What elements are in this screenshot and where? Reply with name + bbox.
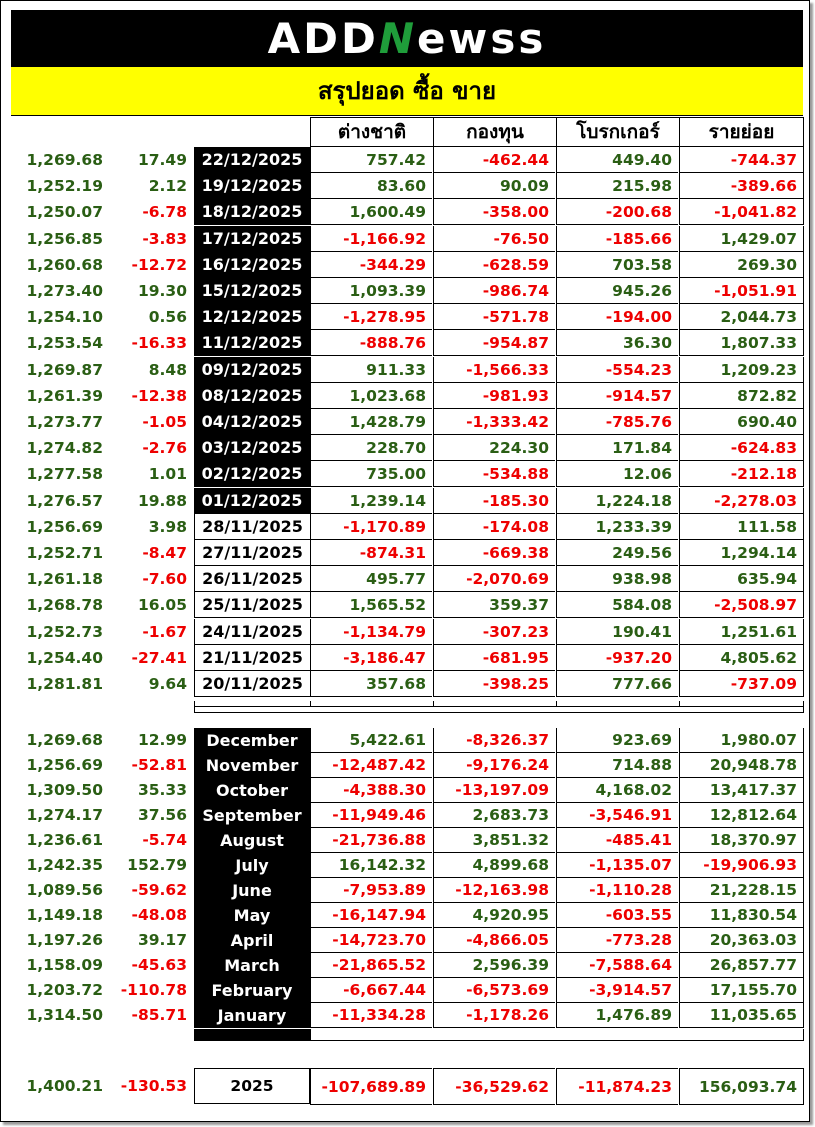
fund-value: 4,899.68 <box>433 853 555 878</box>
trade-date: 22/12/2025 <box>194 147 310 173</box>
retail-value: 1,807.33 <box>679 330 804 356</box>
column-header-fund: กองทุน <box>433 117 556 146</box>
trade-date: 02/12/2025 <box>194 461 310 487</box>
index-value: 1,273.77 <box>26 413 103 431</box>
index-value: 1,260.68 <box>26 255 103 274</box>
broker-value: 12.06 <box>556 461 678 487</box>
broker-value: 4,168.02 <box>556 778 678 803</box>
fund-value: -4,866.05 <box>433 928 555 953</box>
foreign-value: 1,093.39 <box>310 278 432 304</box>
retail-value: -19,906.93 <box>679 853 804 878</box>
foreign-value: 1,428.79 <box>310 409 432 435</box>
trade-date: 08/12/2025 <box>194 383 310 409</box>
broker-value: -1,135.07 <box>556 853 678 878</box>
table-row <box>0 147 815 173</box>
trade-date: 17/12/2025 <box>194 226 310 252</box>
broker-value: 215.98 <box>556 173 678 199</box>
index-change: 12.99 <box>137 731 187 749</box>
index-value: 1,269.68 <box>26 151 103 169</box>
retail-value: 1,294.14 <box>679 540 804 566</box>
retail-value: 11,830.54 <box>679 903 804 928</box>
broker-value: 171.84 <box>556 435 678 461</box>
trade-date: 26/11/2025 <box>194 566 310 592</box>
trade-date: 24/11/2025 <box>194 619 310 645</box>
table-row <box>0 540 815 566</box>
retail-value: 872.82 <box>679 383 804 409</box>
foreign-value: 228.70 <box>310 435 432 461</box>
fund-value: -307.23 <box>433 619 555 645</box>
foreign-value: -14,723.70 <box>310 928 432 953</box>
foreign-value: 357.68 <box>310 671 432 697</box>
index-value: 1,256.85 <box>26 229 103 248</box>
index-value: 1,252.19 <box>26 177 103 196</box>
fund-value: -398.25 <box>433 671 555 697</box>
broker-value: -185.66 <box>556 226 678 252</box>
broker-value: 938.98 <box>556 566 678 592</box>
table-row <box>0 953 815 978</box>
index-value: 1,089.56 <box>26 881 103 899</box>
retail-value: 156,093.74 <box>679 1068 804 1105</box>
table-row <box>0 753 815 778</box>
index-change: 35.33 <box>137 781 187 799</box>
index-value: 1,197.26 <box>26 931 103 949</box>
column-header-broker: โบรกเกอร์ <box>556 117 679 146</box>
broker-value: 1,476.89 <box>556 1003 678 1028</box>
broker-value: -7,588.64 <box>556 953 678 978</box>
month-label: August <box>194 828 310 853</box>
index-value: 1,268.78 <box>26 596 103 615</box>
table-row <box>0 728 815 753</box>
fund-value: -628.59 <box>433 252 555 278</box>
foreign-value: -21,865.52 <box>310 953 432 978</box>
fund-value: -358.00 <box>433 199 555 225</box>
month-label: January <box>194 1003 310 1028</box>
trade-date: 20/11/2025 <box>194 671 310 697</box>
trade-date: 27/11/2025 <box>194 540 310 566</box>
broker-value: -3,914.57 <box>556 978 678 1003</box>
index-value: 1,269.68 <box>26 731 103 749</box>
broker-value: 449.40 <box>556 147 678 173</box>
table-row <box>0 671 815 697</box>
table-row <box>0 278 815 304</box>
fund-value: 2,596.39 <box>433 953 555 978</box>
fund-value: -981.93 <box>433 383 555 409</box>
broker-value: -1,110.28 <box>556 878 678 903</box>
foreign-value: -888.76 <box>310 330 432 356</box>
fund-value: -8,326.37 <box>433 728 555 753</box>
foreign-value: -11,334.28 <box>310 1003 432 1028</box>
broker-value: -3,546.91 <box>556 803 678 828</box>
column-header-retail: รายย่อย <box>679 117 804 146</box>
brand-logo: ADDNewss <box>267 14 547 63</box>
fund-value: -462.44 <box>433 147 555 173</box>
fund-value: -2,070.69 <box>433 566 555 592</box>
retail-value: 20,948.78 <box>679 753 804 778</box>
trade-date: 28/11/2025 <box>194 514 310 540</box>
table-row <box>0 1068 815 1106</box>
fund-value: -1,333.42 <box>433 409 555 435</box>
title-bar <box>11 67 803 116</box>
broker-value: -11,874.23 <box>556 1068 678 1105</box>
fund-value: -9,176.24 <box>433 753 555 778</box>
fund-value: -174.08 <box>433 514 555 540</box>
retail-value: 20,363.03 <box>679 928 804 953</box>
retail-value: -744.37 <box>679 147 804 173</box>
foreign-value: -1,134.79 <box>310 619 432 645</box>
broker-value: 190.41 <box>556 619 678 645</box>
index-change: -48.08 <box>131 906 187 924</box>
index-value: 1,242.35 <box>26 856 103 874</box>
index-change: 37.56 <box>137 806 187 824</box>
index-value: 1,252.71 <box>26 544 103 562</box>
fund-value: -76.50 <box>433 226 555 252</box>
table-row <box>0 488 815 514</box>
table-row <box>0 592 815 618</box>
retail-value: 13,417.37 <box>679 778 804 803</box>
fund-value: -1,566.33 <box>433 357 555 383</box>
retail-value: 690.40 <box>679 409 804 435</box>
trade-date: 04/12/2025 <box>194 409 310 435</box>
index-change: 1.01 <box>148 465 187 484</box>
index-change: 9.64 <box>148 675 187 693</box>
table-row <box>0 304 815 330</box>
index-change: -130.53 <box>120 1077 187 1095</box>
broker-value: -554.23 <box>556 357 678 383</box>
retail-value: 1,429.07 <box>679 226 804 252</box>
index-change: -1.05 <box>142 413 187 431</box>
retail-value: 17,155.70 <box>679 978 804 1003</box>
trade-date: 01/12/2025 <box>194 488 310 514</box>
table-row <box>0 778 815 803</box>
table-row <box>0 383 815 409</box>
table-row <box>0 252 815 278</box>
broker-value: 1,233.39 <box>556 514 678 540</box>
retail-value: 12,812.64 <box>679 803 804 828</box>
month-label: April <box>194 928 310 953</box>
brand-banner <box>11 10 803 67</box>
retail-value: 1,251.61 <box>679 619 804 645</box>
retail-value: -1,041.82 <box>679 199 804 225</box>
foreign-value: 911.33 <box>310 357 432 383</box>
trade-date: 19/12/2025 <box>194 173 310 199</box>
index-change: 8.48 <box>148 360 187 379</box>
index-change: -12.38 <box>131 386 187 405</box>
month-label: July <box>194 853 310 878</box>
trade-date: 15/12/2025 <box>194 278 310 304</box>
table-row <box>0 645 815 671</box>
trade-date: 21/11/2025 <box>194 645 310 671</box>
index-change: -7.60 <box>142 570 187 589</box>
retail-value: -624.83 <box>679 435 804 461</box>
index-value: 1,276.57 <box>26 491 103 510</box>
trade-date: 16/12/2025 <box>194 252 310 278</box>
retail-value: 4,805.62 <box>679 645 804 671</box>
year-label: 2025 <box>194 1068 310 1104</box>
fund-value: -681.95 <box>433 645 555 671</box>
index-change: -85.71 <box>131 1006 187 1024</box>
retail-value: -2,278.03 <box>679 488 804 514</box>
foreign-value: 5,422.61 <box>310 728 432 753</box>
foreign-value: -6,667.44 <box>310 978 432 1003</box>
month-label: December <box>194 728 310 753</box>
table-row <box>0 357 815 383</box>
trade-date: 11/12/2025 <box>194 330 310 356</box>
table-row <box>0 566 815 592</box>
foreign-value: 495.77 <box>310 566 432 592</box>
foreign-value: 1,565.52 <box>310 592 432 618</box>
index-change: 2.12 <box>148 177 187 196</box>
index-change: -8.47 <box>142 544 187 562</box>
index-value: 1,274.82 <box>26 439 103 458</box>
retail-value: 18,370.97 <box>679 828 804 853</box>
foreign-value: 757.42 <box>310 147 432 173</box>
broker-value: 714.88 <box>556 753 678 778</box>
index-value: 1,314.50 <box>26 1006 103 1024</box>
index-value: 1,309.50 <box>26 781 103 799</box>
foreign-value: -7,953.89 <box>310 878 432 903</box>
fund-value: -986.74 <box>433 278 555 304</box>
foreign-value: -1,278.95 <box>310 304 432 330</box>
retail-value: 11,035.65 <box>679 1003 804 1028</box>
broker-value: 1,224.18 <box>556 488 678 514</box>
broker-value: -914.57 <box>556 383 678 409</box>
retail-value: 21,228.15 <box>679 878 804 903</box>
retail-value: 1,209.23 <box>679 357 804 383</box>
trade-date: 09/12/2025 <box>194 357 310 383</box>
table-row <box>0 619 815 645</box>
broker-value: 777.66 <box>556 671 678 697</box>
retail-value: 635.94 <box>679 566 804 592</box>
broker-value: 36.30 <box>556 330 678 356</box>
foreign-value: -107,689.89 <box>310 1068 432 1105</box>
table-row <box>0 978 815 1003</box>
fund-value: 2,683.73 <box>433 803 555 828</box>
fund-value: -185.30 <box>433 488 555 514</box>
index-value: 1,254.40 <box>26 648 103 667</box>
index-value: 1,277.58 <box>26 465 103 484</box>
index-value: 1,250.07 <box>26 203 103 222</box>
broker-value: 249.56 <box>556 540 678 566</box>
fund-value: -1,178.26 <box>433 1003 555 1028</box>
foreign-value: 83.60 <box>310 173 432 199</box>
index-change: -27.41 <box>131 648 187 667</box>
index-value: 1,256.69 <box>26 756 103 774</box>
fund-value: 359.37 <box>433 592 555 618</box>
month-label: March <box>194 953 310 978</box>
broker-value: 945.26 <box>556 278 678 304</box>
broker-value: 584.08 <box>556 592 678 618</box>
fund-value: -669.38 <box>433 540 555 566</box>
table-row <box>0 199 815 225</box>
foreign-value: -3,186.47 <box>310 645 432 671</box>
index-value: 1,252.73 <box>26 622 103 641</box>
spacer-cell <box>310 1029 804 1041</box>
index-change: 39.17 <box>137 931 187 949</box>
foreign-value: -4,388.30 <box>310 778 432 803</box>
fund-value: -12,163.98 <box>433 878 555 903</box>
index-change: 17.49 <box>137 151 187 169</box>
foreign-value: -12,487.42 <box>310 753 432 778</box>
table-row <box>0 330 815 356</box>
broker-value: -200.68 <box>556 199 678 225</box>
fund-value: -571.78 <box>433 304 555 330</box>
index-change: -59.62 <box>131 881 187 899</box>
retail-value: 2,044.73 <box>679 304 804 330</box>
index-value: 1,281.81 <box>26 675 103 693</box>
foreign-value: 1,600.49 <box>310 199 432 225</box>
month-label: February <box>194 978 310 1003</box>
index-value: 1,253.54 <box>26 334 103 353</box>
fund-value: 224.30 <box>433 435 555 461</box>
fund-value: 3,851.32 <box>433 828 555 853</box>
index-change: -5.74 <box>142 831 187 849</box>
broker-value: -603.55 <box>556 903 678 928</box>
index-value: 1,261.39 <box>26 386 103 405</box>
table-row <box>0 409 815 435</box>
fund-value: -954.87 <box>433 330 555 356</box>
table-row <box>0 828 815 853</box>
fund-value: -6,573.69 <box>433 978 555 1003</box>
fund-value: 4,920.95 <box>433 903 555 928</box>
fund-value: -13,197.09 <box>433 778 555 803</box>
foreign-value: -21,736.88 <box>310 828 432 853</box>
index-value: 1,400.21 <box>26 1077 103 1095</box>
index-value: 1,274.17 <box>26 806 103 824</box>
retail-value: -212.18 <box>679 461 804 487</box>
foreign-value: -16,147.94 <box>310 903 432 928</box>
retail-value: -1,051.91 <box>679 278 804 304</box>
fund-value: 90.09 <box>433 173 555 199</box>
index-value: 1,236.61 <box>26 831 103 849</box>
table-row <box>0 435 815 461</box>
index-change: -52.81 <box>131 756 187 774</box>
index-change: -6.78 <box>142 203 187 222</box>
month-label: June <box>194 878 310 903</box>
index-change: 0.56 <box>148 308 187 327</box>
table-row <box>0 878 815 903</box>
retail-value: 111.58 <box>679 514 804 540</box>
foreign-value: -874.31 <box>310 540 432 566</box>
trade-date: 18/12/2025 <box>194 199 310 225</box>
index-value: 1,273.40 <box>26 282 103 300</box>
index-change: 16.05 <box>137 596 187 615</box>
spacer-cell <box>194 707 804 713</box>
broker-value: 923.69 <box>556 728 678 753</box>
broker-value: -194.00 <box>556 304 678 330</box>
index-change: -12.72 <box>131 255 187 274</box>
table-row <box>0 514 815 540</box>
index-value: 1,269.87 <box>26 360 103 379</box>
foreign-value: -1,170.89 <box>310 514 432 540</box>
table-row <box>0 226 815 252</box>
index-change: -16.33 <box>131 334 187 353</box>
fund-value: -36,529.62 <box>433 1068 555 1105</box>
trade-date: 03/12/2025 <box>194 435 310 461</box>
foreign-value: 16,142.32 <box>310 853 432 878</box>
broker-value: -485.41 <box>556 828 678 853</box>
month-label: October <box>194 778 310 803</box>
retail-value: -389.66 <box>679 173 804 199</box>
broker-value: 703.58 <box>556 252 678 278</box>
index-change: -3.83 <box>142 229 187 248</box>
index-value: 1,261.18 <box>26 570 103 589</box>
table-row <box>0 803 815 828</box>
foreign-value: -344.29 <box>310 252 432 278</box>
month-label: May <box>194 903 310 928</box>
index-change: 19.30 <box>137 282 187 300</box>
table-row <box>0 928 815 953</box>
index-change: -45.63 <box>131 956 187 974</box>
retail-value: -2,508.97 <box>679 592 804 618</box>
index-value: 1,254.10 <box>26 308 103 327</box>
index-change: -2.76 <box>142 439 187 458</box>
foreign-value: 1,239.14 <box>310 488 432 514</box>
table-row <box>0 461 815 487</box>
index-change: 19.88 <box>137 491 187 510</box>
page-title: สรุปยอด ซื้อ ขาย <box>317 77 497 105</box>
index-value: 1,203.72 <box>26 981 103 999</box>
table-row <box>0 173 815 199</box>
index-value: 1,158.09 <box>26 956 103 974</box>
index-change: 3.98 <box>148 517 187 536</box>
index-change: 152.79 <box>127 856 187 874</box>
index-value: 1,256.69 <box>26 517 103 536</box>
index-value: 1,149.18 <box>26 906 103 924</box>
spacer-cell <box>194 1029 310 1041</box>
month-label: November <box>194 753 310 778</box>
retail-value: -737.09 <box>679 671 804 697</box>
foreign-value: 735.00 <box>310 461 432 487</box>
broker-value: -773.28 <box>556 928 678 953</box>
table-row <box>0 903 815 928</box>
foreign-value: -11,949.46 <box>310 803 432 828</box>
index-change: -1.67 <box>142 622 187 641</box>
fund-value: -534.88 <box>433 461 555 487</box>
retail-value: 269.30 <box>679 252 804 278</box>
retail-value: 1,980.07 <box>679 728 804 753</box>
trade-date: 25/11/2025 <box>194 592 310 618</box>
trade-date: 12/12/2025 <box>194 304 310 330</box>
foreign-value: 1,023.68 <box>310 383 432 409</box>
column-header-foreign: ต่างชาติ <box>310 117 433 146</box>
broker-value: -937.20 <box>556 645 678 671</box>
table-row <box>0 1003 815 1028</box>
broker-value: -785.76 <box>556 409 678 435</box>
table-row <box>0 853 815 878</box>
foreign-value: -1,166.92 <box>310 226 432 252</box>
month-label: September <box>194 803 310 828</box>
index-change: -110.78 <box>120 981 187 999</box>
retail-value: 26,857.77 <box>679 953 804 978</box>
